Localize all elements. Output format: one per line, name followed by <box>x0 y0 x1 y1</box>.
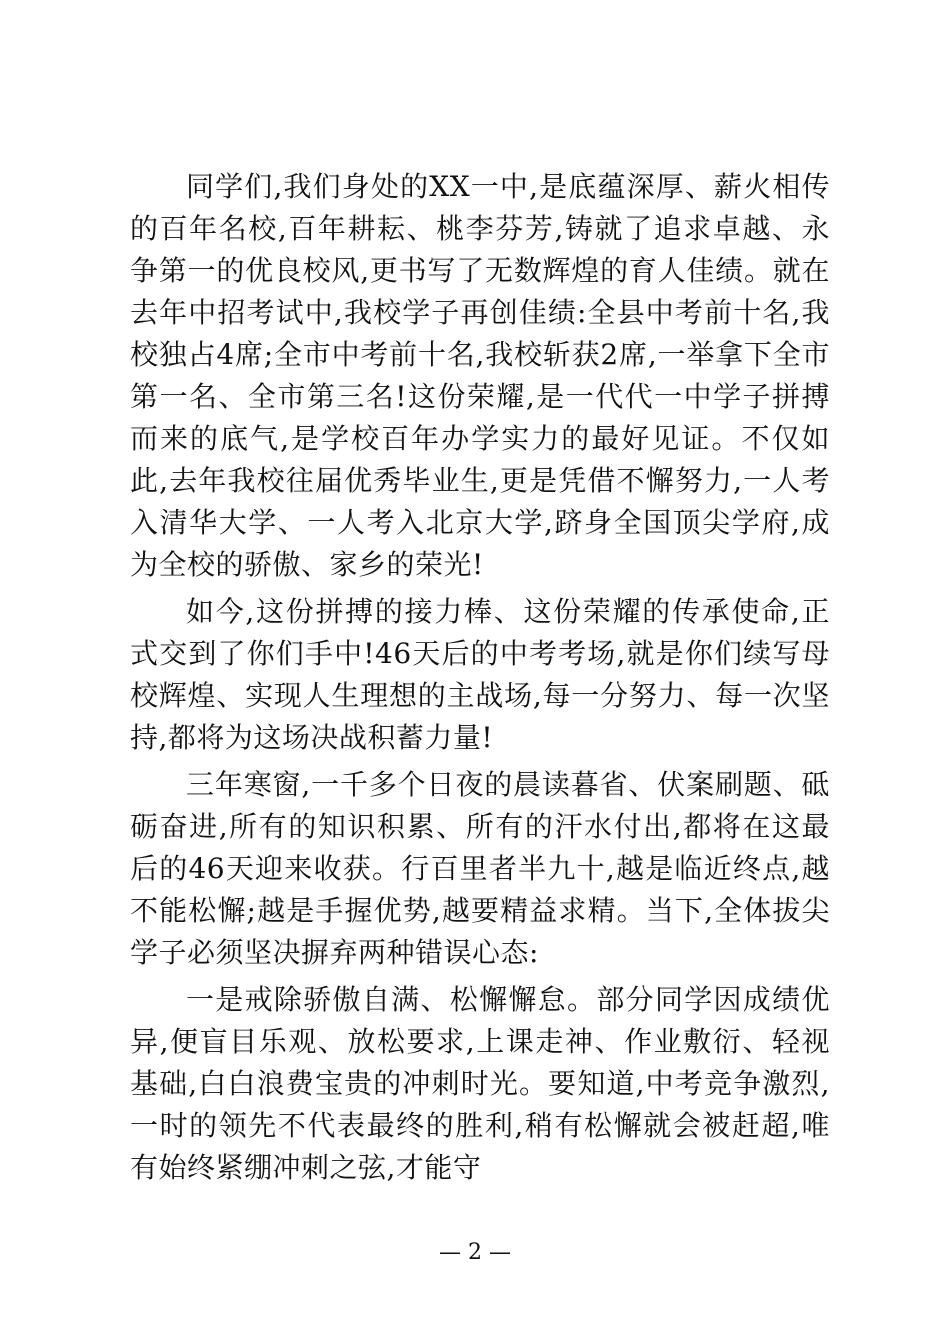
paragraph-final-sprint: 三年寒窗,一千多个日夜的晨读暮省、伏案刷题、砥砺奋进,所有的知识积累、所有的汗水付出,都将在这最后的46天迎来收获。行百里者半九十,越是临近终点,越不能松懈;越是手握优势,越要精益求精。当下,全体拔尖学子必须坚决摒弃两种错误心态: <box>130 768 830 969</box>
paragraph-first-mindset: 一是戒除骄傲自满、松懈懈怠。部分同学因成绩优异,便盲目乐观、放松要求,上课走神、作业敷衍、轻视基础,白白浪费宝贵的冲刺时光。要知道,中考竞争激烈,一时的领先不代表最终的胜利,稍有松懈就会被赶超,唯有始终紧绷冲刺之弦,才能守 <box>130 983 830 1184</box>
paragraph-relay-mission: 如今,这份拼搏的接力棒、这份荣耀的传承使命,正式交到了你们手中!46天后的中考考场,就是你们续写母校辉煌、实现人生理想的主战场,每一分努力、每一次坚持,都将为这场决战积蓄力量! <box>130 595 830 754</box>
paragraph-school-history: 同学们,我们身处的XX一中,是底蕴深厚、薪火相传的百年名校,百年耕耘、桃李芬芳,铸就了追求卓越、永争第一的优良校风,更书写了无数辉煌的育人佳绩。就在去年中招考试中,我校学子再创佳绩:全县中考前十名,我校独占4席;全市中考前十名,我校斩获2席,一举拿下全市第一名、全市第三名!这份荣耀,是一代代一中学子拼搏而来的底气,是学校百年办学实力的最好见证。不仅如此,去年我校往届优秀毕业生,更是凭借不懈努力,一人考入清华大学、一人考入北京大学,跻身全国顶尖学府,成为全校的骄傲、家乡的荣光! <box>130 170 830 581</box>
document-body <box>130 166 830 1194</box>
page-number: — 2 — <box>439 1240 511 1265</box>
